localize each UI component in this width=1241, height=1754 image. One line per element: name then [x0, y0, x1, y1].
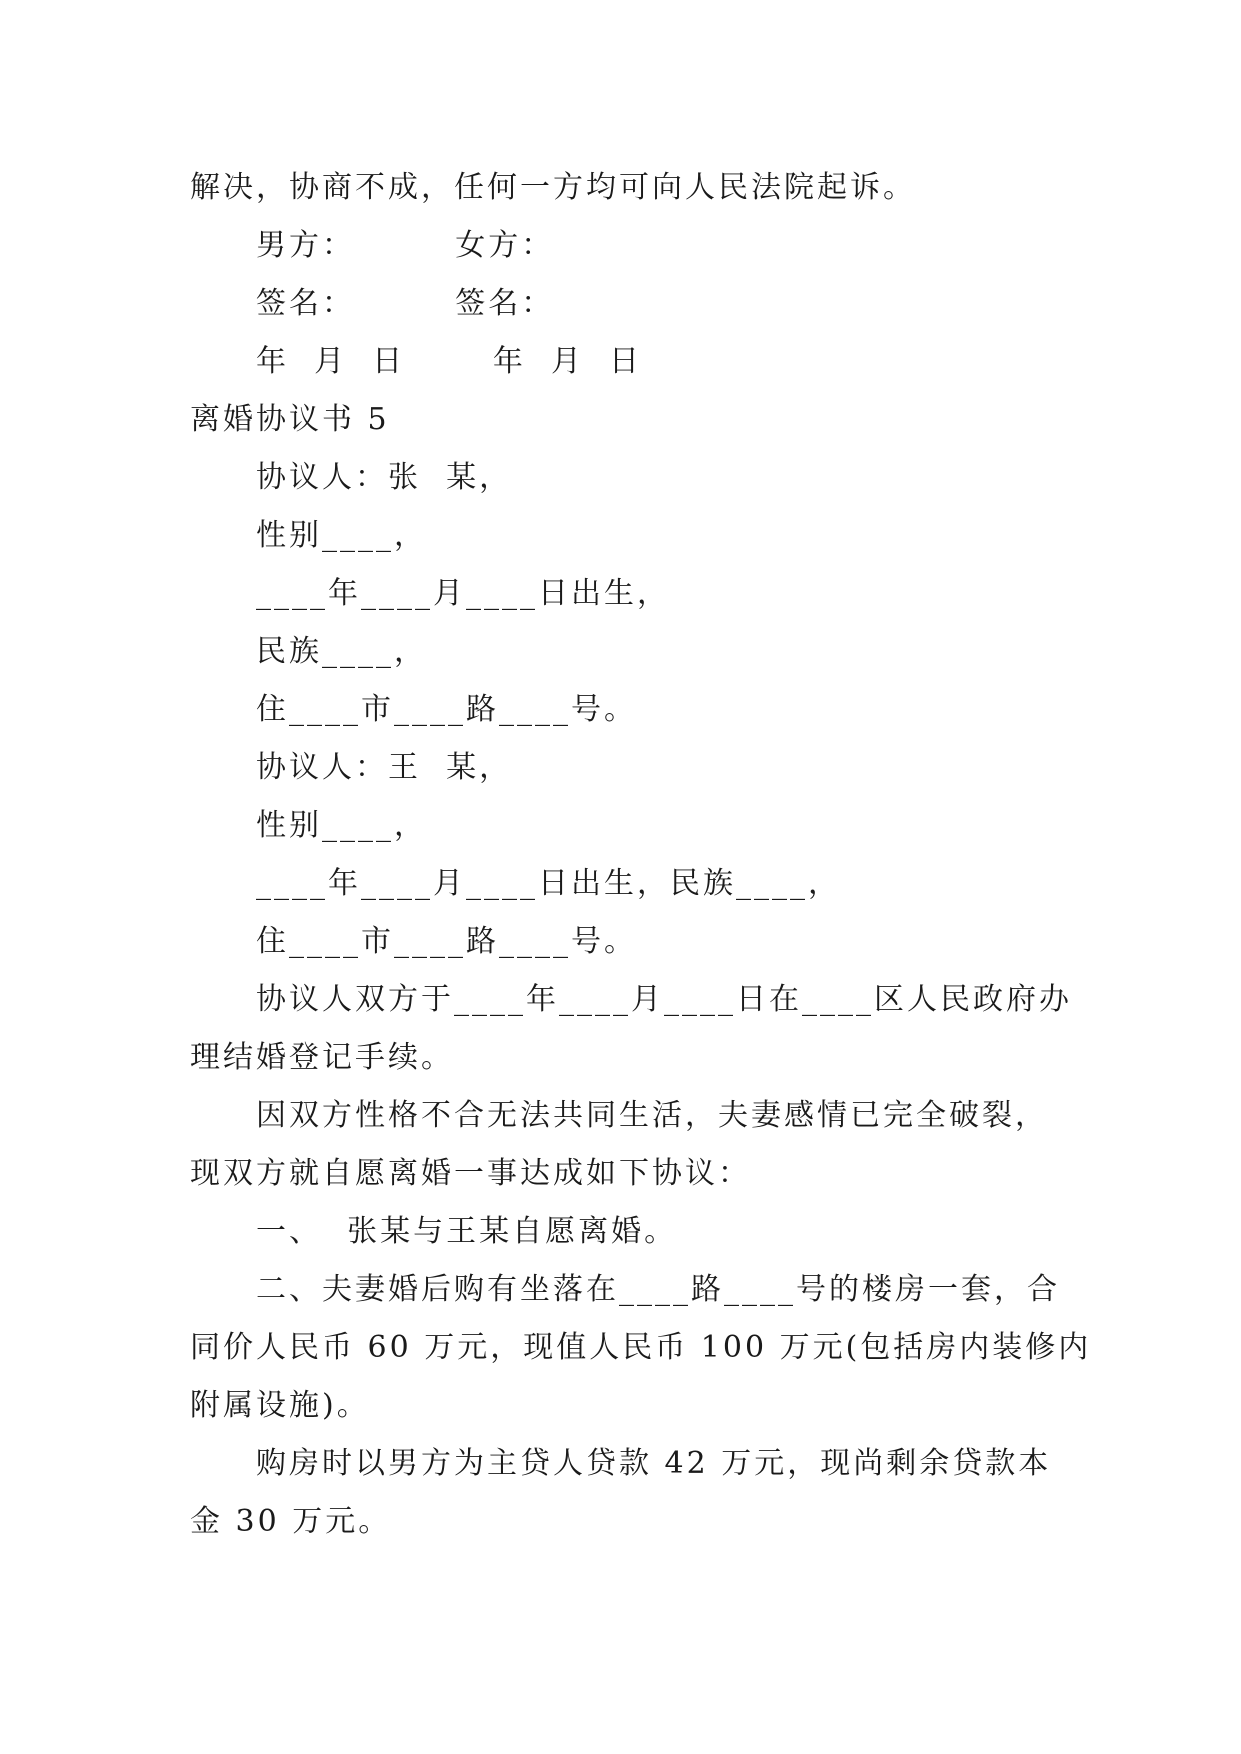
reason-cont: 现双方就自愿离婚一事达成如下协议：: [190, 1156, 751, 1191]
paragraph-line: 解决，协商不成，任何一方均可向人民法院起诉。: [190, 170, 916, 205]
party-a-address: 住____市____路____号。: [256, 692, 637, 727]
party-b-name: 协议人：王 某，: [256, 750, 513, 785]
clause-two-end: 附属设施)。: [190, 1388, 370, 1423]
marriage-registration-line: 协议人双方于____年____月____日在____区人民政府办: [256, 982, 1072, 1017]
party-a-ethnicity: 民族____，: [256, 634, 427, 669]
party-a-gender: 性别____，: [256, 518, 427, 553]
party-b-birth: ____年____月____日出生，民族____，: [256, 866, 841, 901]
party-b-gender: 性别____，: [256, 808, 427, 843]
signature-date-line: 年 月 日 年 月 日: [256, 344, 643, 379]
clause-one: 一、 张某与王某自愿离婚。: [256, 1214, 678, 1249]
signature-name-line: 签名： 签名：: [256, 286, 555, 321]
party-b-address: 住____市____路____号。: [256, 924, 637, 959]
loan-line: 购房时以男方为主贷人贷款 42 万元，现尚剩余贷款本: [256, 1446, 1052, 1481]
reason-line: 因双方性格不合无法共同生活，夫妻感情已完全破裂，: [256, 1098, 1048, 1133]
signature-party-line: 男方： 女方：: [256, 228, 555, 263]
clause-two: 二、夫妻婚后购有坐落在____路____号的楼房一套，合: [256, 1272, 1060, 1307]
loan-cont: 金 30 万元。: [190, 1504, 392, 1539]
clause-two-cont: 同价人民币 60 万元，现值人民币 100 万元(包括房内装修内: [190, 1330, 1092, 1365]
party-a-birth: ____年____月____日出生，: [256, 576, 670, 611]
party-a-name: 协议人：张 某，: [256, 460, 513, 495]
section-heading: 离婚协议书 5: [190, 402, 390, 437]
marriage-registration-cont: 理结婚登记手续。: [190, 1040, 454, 1075]
